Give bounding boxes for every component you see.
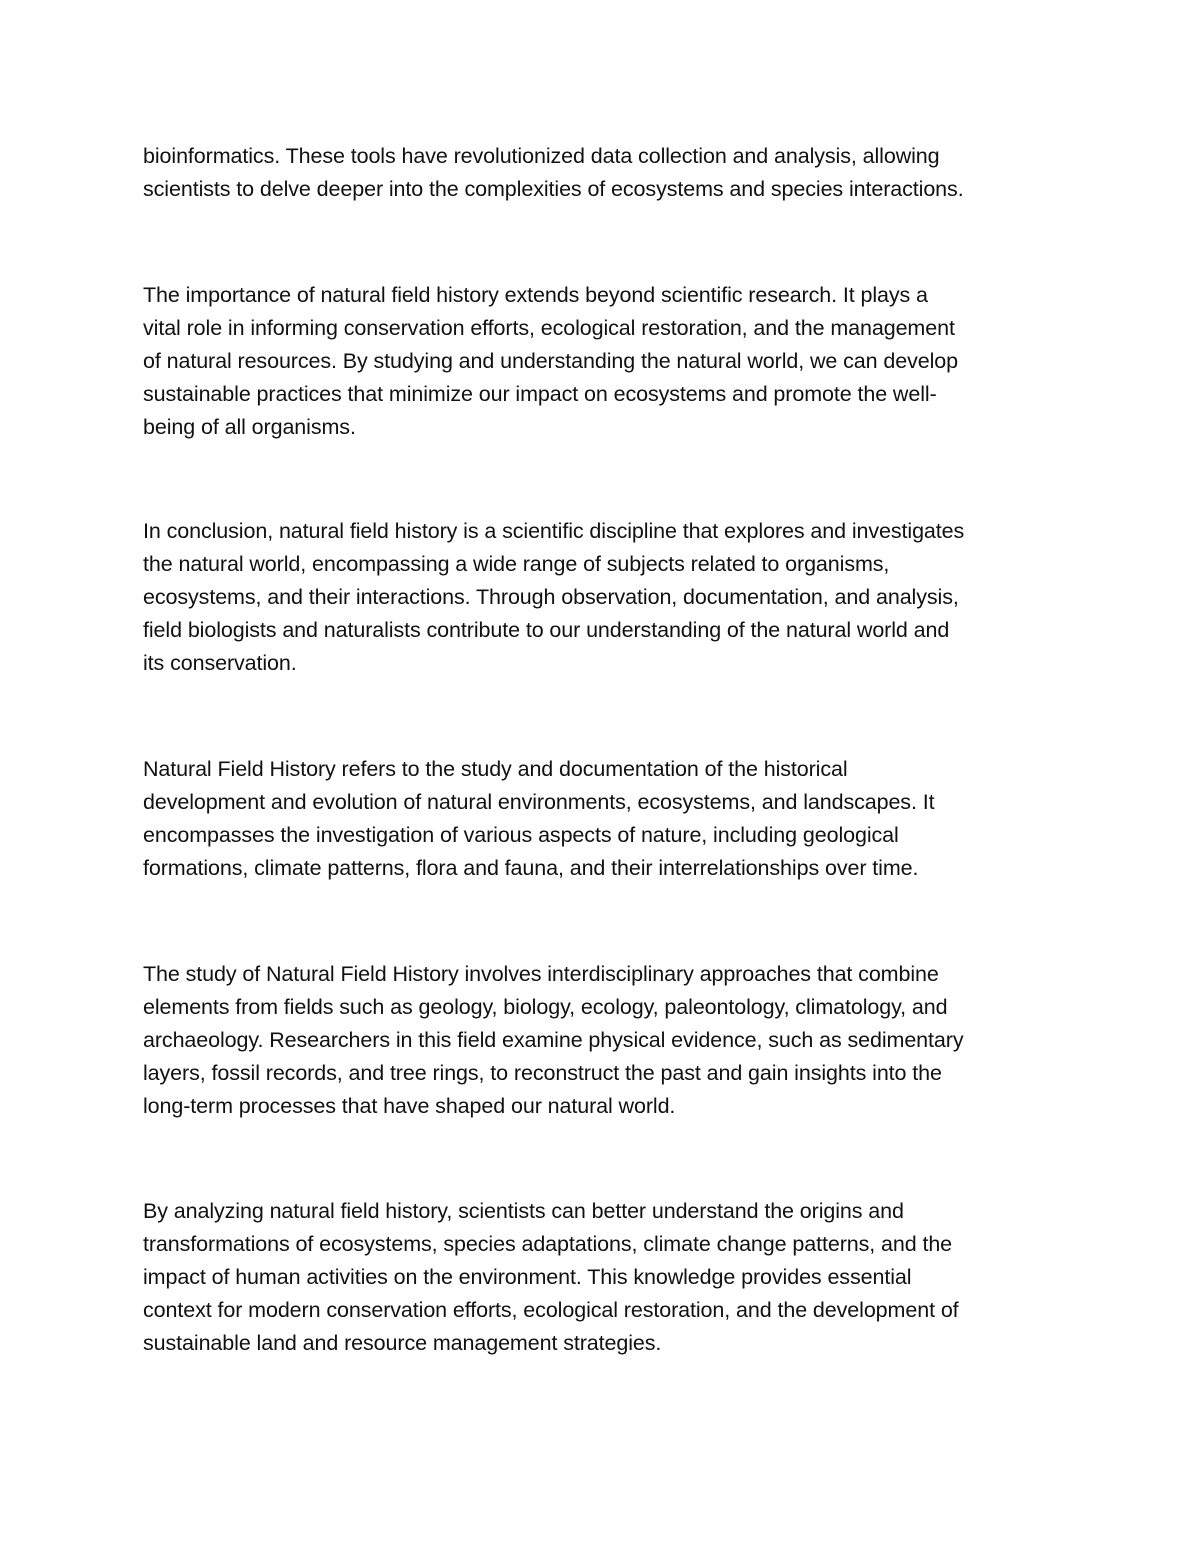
paragraph-2-line-1: The importance of natural field history extends beyond scientific research. It plays a bbox=[143, 283, 928, 307]
paragraph-1-line-1: bioinformatics. These tools have revolutionized data collection and analysis, allowing bbox=[143, 144, 940, 168]
paragraph-1-line-2: scientists to delve deeper into the complexities of ecosystems and species interactions. bbox=[143, 177, 964, 201]
paragraph-5-line-5: long-term processes that have shaped our natural world. bbox=[143, 1094, 676, 1118]
paragraph-6-line-5: sustainable land and resource management strategies. bbox=[143, 1331, 662, 1355]
paragraph-3-line-5: its conservation. bbox=[143, 651, 297, 675]
paragraph-6-line-4: context for modern conservation efforts, ecological restoration, and the development of bbox=[143, 1298, 959, 1322]
paragraph-3-line-2: the natural world, encompassing a wide range of subjects related to organisms, bbox=[143, 552, 890, 576]
paragraph-4-line-3: encompasses the investigation of various aspects of nature, including geological bbox=[143, 823, 899, 847]
paragraph-2-line-5: being of all organisms. bbox=[143, 415, 356, 439]
paragraph-5-line-4: layers, fossil records, and tree rings, to reconstruct the past and gain insights into the bbox=[143, 1061, 942, 1085]
paragraph-2-line-4: sustainable practices that minimize our impact on ecosystems and promote the well- bbox=[143, 382, 937, 406]
paragraph-3-line-3: ecosystems, and their interactions. Through observation, documentation, and analysis, bbox=[143, 585, 959, 609]
paragraph-2-line-2: vital role in informing conservation efforts, ecological restoration, and the management bbox=[143, 316, 955, 340]
paragraph-6-line-1: By analyzing natural field history, scientists can better understand the origins and bbox=[143, 1199, 904, 1223]
paragraph-6-line-3: impact of human activities on the environment. This knowledge provides essential bbox=[143, 1265, 912, 1289]
paragraph-4-line-1: Natural Field History refers to the study and documentation of the historical bbox=[143, 757, 848, 781]
paragraph-3-line-4: field biologists and naturalists contribute to our understanding of the natural world and bbox=[143, 618, 950, 642]
paragraph-4-line-4: formations, climate patterns, flora and fauna, and their interrelationships over time. bbox=[143, 856, 919, 880]
paragraph-2-line-3: of natural resources. By studying and understanding the natural world, we can develop bbox=[143, 349, 958, 373]
paragraph-5-line-3: archaeology. Researchers in this field examine physical evidence, such as sedimentary bbox=[143, 1028, 964, 1052]
paragraph-5-line-2: elements from fields such as geology, biology, ecology, paleontology, climatology, and bbox=[143, 995, 948, 1019]
paragraph-4-line-2: development and evolution of natural environments, ecosystems, and landscapes. It bbox=[143, 790, 935, 814]
paragraph-5-line-1: The study of Natural Field History involves interdisciplinary approaches that combine bbox=[143, 962, 939, 986]
paragraph-6-line-2: transformations of ecosystems, species adaptations, climate change patterns, and the bbox=[143, 1232, 953, 1256]
paragraph-3-line-1: In conclusion, natural field history is a scientific discipline that explores and investigates bbox=[143, 519, 965, 543]
